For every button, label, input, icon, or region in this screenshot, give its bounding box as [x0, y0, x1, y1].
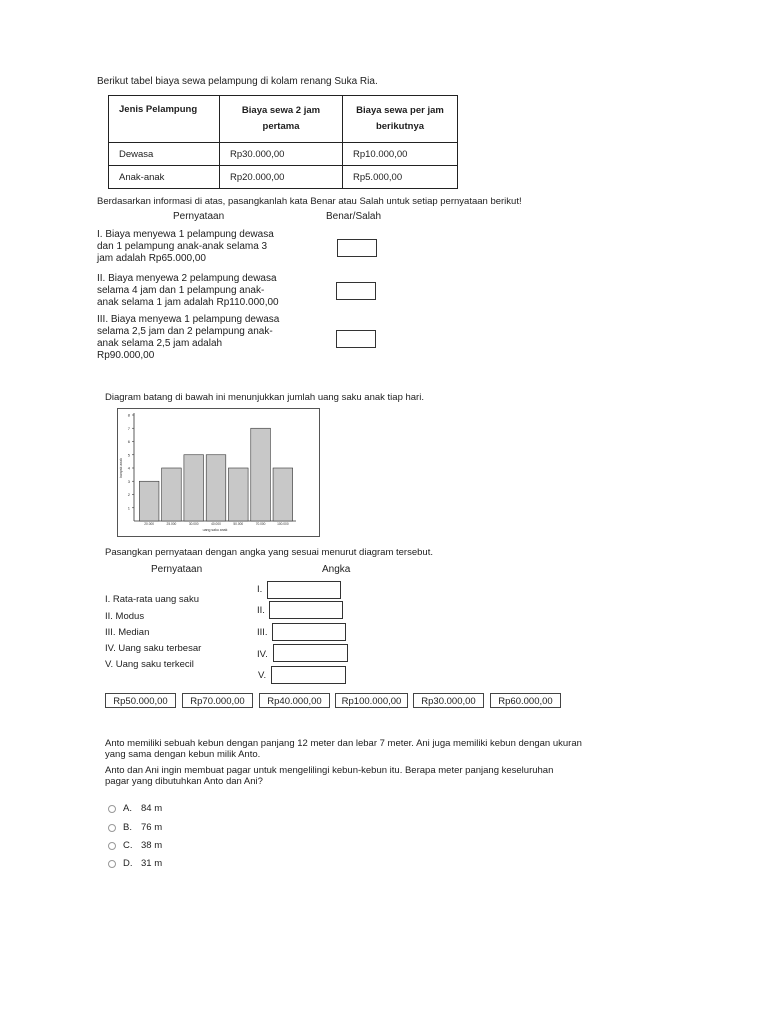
match-item-smallest: V. Uang saku terkecil	[105, 659, 194, 670]
option-text-d[interactable]: 31 m	[141, 858, 163, 869]
table-cell: Rp10.000,00	[343, 143, 458, 166]
bar-chart	[118, 409, 319, 536]
option-text-c[interactable]: 38 m	[141, 840, 163, 851]
match-instruction-text: Pasangkan pernyataan dengan angka yang sesuai menurut diagram tersebut.	[105, 547, 433, 558]
choice-chip[interactable]: Rp50.000,00	[105, 693, 176, 708]
table-header-first-2h: Biaya sewa 2 jam pertama	[220, 96, 343, 143]
rental-price-table	[108, 95, 458, 189]
statement-3: III. Biaya menyewa 1 pelampung dewasa selama 2,5 jam dan 2 pelampung anak- anak selama 2,5 jam adalah Rp90.000,00	[97, 314, 280, 361]
box-label-3: III.	[257, 627, 268, 638]
radio-option-d[interactable]	[108, 860, 116, 868]
y-tick-label: 4	[127, 465, 130, 471]
x-tick-label: 100.000	[277, 522, 289, 526]
column-header-statement: Pernyataan	[173, 211, 225, 222]
choice-chip[interactable]: Rp40.000,00	[259, 693, 330, 708]
x-tick-label: 50.000	[233, 522, 244, 526]
bar	[206, 455, 226, 521]
match-box-5[interactable]	[271, 666, 346, 684]
table-header-next-hour: Biaya sewa per jam berikutnya	[343, 96, 458, 143]
x-tick-label: 20.000	[144, 522, 155, 526]
option-text-a[interactable]: 84 m	[141, 803, 163, 814]
box-label-5: V.	[258, 670, 267, 681]
match-box-2[interactable]	[269, 601, 343, 619]
table-cell: Rp20.000,00	[220, 166, 343, 189]
box-label-2: II.	[257, 605, 265, 616]
match-item-mode: II. Modus	[105, 611, 145, 622]
bar	[162, 468, 182, 521]
match-item-average: I. Rata-rata uang saku	[105, 594, 199, 605]
answer-box-statement-3[interactable]	[336, 330, 376, 348]
radio-option-c[interactable]	[108, 842, 116, 850]
match-box-4[interactable]	[273, 644, 348, 662]
y-axis-label: banyak anak	[119, 458, 123, 478]
table-cell: Rp30.000,00	[220, 143, 343, 166]
table-cell: Anak-anak	[109, 166, 220, 189]
bar	[273, 468, 293, 521]
option-letter-b: B.	[123, 822, 132, 833]
match-item-median: III. Median	[105, 627, 150, 638]
radio-option-a[interactable]	[108, 805, 116, 813]
statement-1: I. Biaya menyewa 1 pelampung dewasa dan 1 pelampung anak-anak selama 3 jam adalah Rp65.000,00	[97, 229, 274, 264]
option-letter-c: C.	[123, 840, 133, 851]
option-letter-d: D.	[123, 858, 133, 869]
bar	[228, 468, 248, 521]
choice-chip[interactable]: Rp60.000,00	[490, 693, 561, 708]
x-tick-label: 70.000	[255, 522, 266, 526]
table-cell: Dewasa	[109, 143, 220, 166]
table-cell: Rp5.000,00	[343, 166, 458, 189]
option-text-b[interactable]: 76 m	[141, 822, 163, 833]
x-tick-label: 40.000	[211, 522, 221, 526]
match-box-3[interactable]	[272, 623, 346, 641]
table-header-type: Jenis Pelampung	[109, 96, 220, 143]
table-header-row	[109, 96, 458, 143]
chart-intro-text: Diagram batang di bawah ini menunjukkan jumlah uang saku anak tiap hari.	[105, 392, 424, 403]
choice-chip[interactable]: Rp30.000,00	[413, 693, 484, 708]
column-header-true-false: Benar/Salah	[326, 211, 382, 222]
choice-chip[interactable]: Rp70.000,00	[182, 693, 253, 708]
statement-2: II. Biaya menyewa 2 pelampung dewasa selama 4 jam dan 1 pelampung anak- anak selama 1 jam adalah Rp110.000,00	[97, 273, 279, 308]
y-tick-label: 1	[127, 505, 130, 511]
y-tick-label: 7	[127, 425, 130, 431]
radio-option-b[interactable]	[108, 824, 116, 832]
table-intro-text: Berikut tabel biaya sewa pelampung di kolam renang Suka Ria.	[97, 76, 378, 87]
instruction-text: Berdasarkan informasi di atas, pasangkanlah kata Benar atau Salah untuk setiap pernyataan berikut!	[97, 196, 522, 207]
answer-box-statement-2[interactable]	[336, 282, 376, 300]
y-tick-label: 8	[127, 412, 130, 418]
option-letter-a: A.	[123, 803, 132, 814]
garden-question: Anto memiliki sebuah kebun dengan panjang 12 meter dan lebar 7 meter. Ani juga memiliki kebun dengan ukuran yang sama dengan kebun milik Anto. Anto dan Ani ingin membuat pagar untuk mengelilingi kebun-kebun itu. Berapa meter panjang keseluruhan pagar yang dibutuhkan Anto dan Ani?	[105, 738, 582, 787]
x-axis-label: uang saku anak	[202, 528, 228, 532]
chart-frame	[117, 408, 320, 537]
choice-chip[interactable]: Rp100.000,00	[335, 693, 408, 708]
column-header-number: Angka	[322, 564, 351, 575]
bar	[251, 428, 271, 521]
y-tick-label: 6	[127, 439, 130, 444]
bar	[184, 455, 204, 521]
bar	[139, 481, 159, 521]
y-tick-label: 3	[127, 478, 130, 484]
y-tick-label: 5	[127, 452, 130, 458]
x-tick-label: 25.000	[166, 522, 177, 526]
box-label-1: I.	[257, 584, 263, 595]
y-tick-label: 2	[127, 492, 130, 497]
table-row	[109, 143, 458, 166]
match-item-largest: IV. Uang saku terbesar	[105, 643, 202, 654]
box-label-4: IV.	[257, 649, 268, 660]
x-tick-label: 30.000	[188, 522, 199, 526]
match-box-1[interactable]	[267, 581, 341, 599]
answer-box-statement-1[interactable]	[337, 239, 377, 257]
column-header-statement-2: Pernyataan	[151, 564, 203, 575]
table-row	[109, 166, 458, 189]
